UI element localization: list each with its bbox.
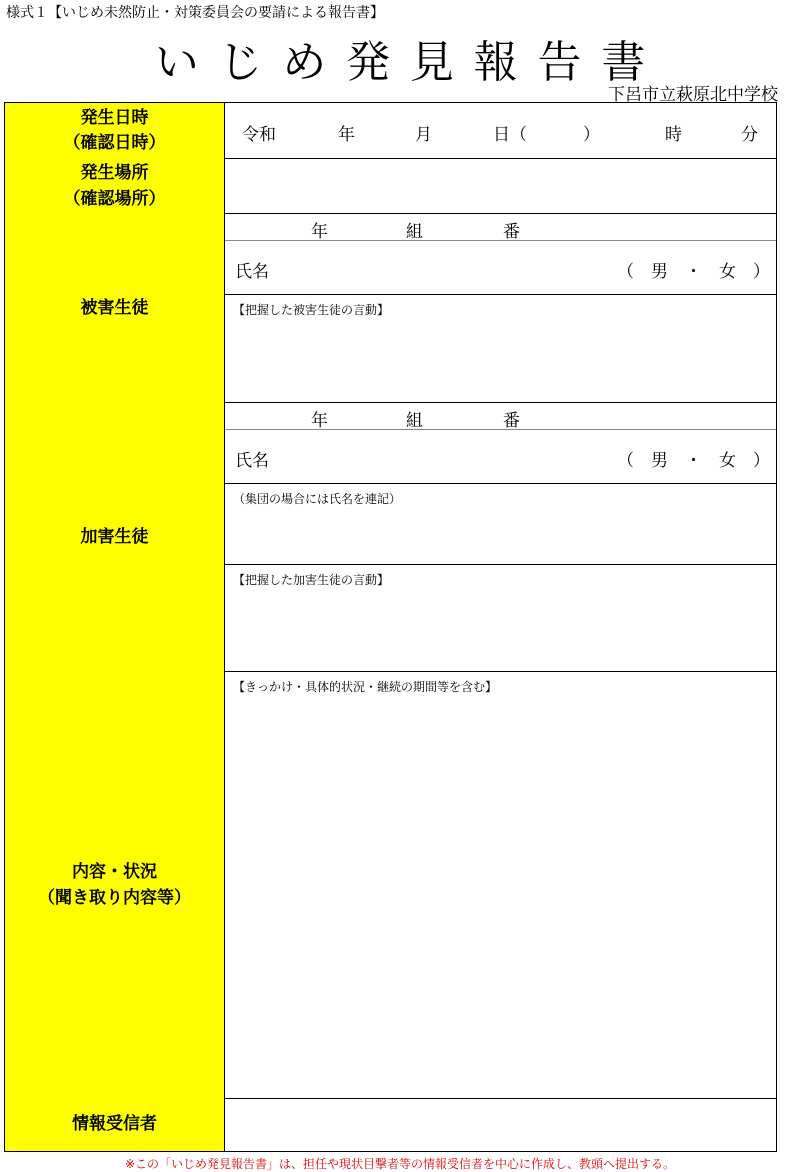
minute-label: 分 xyxy=(741,125,758,145)
aggressor-number-label: 番 xyxy=(503,411,520,431)
receiver-label-text: 情報受信者 xyxy=(72,1114,157,1135)
aggressor-statement-note: 【把握した加害生徒の言動】 xyxy=(233,573,390,587)
victim-statement-field[interactable] xyxy=(225,295,776,403)
aggressor-statement-field[interactable] xyxy=(225,565,776,672)
aggressor-class-field[interactable] xyxy=(225,403,776,430)
victim-number-label: 番 xyxy=(503,222,520,242)
era-label: 令和 xyxy=(242,125,276,145)
report-form xyxy=(4,102,777,1152)
receiver-field[interactable] xyxy=(225,1099,776,1151)
aggressor-name-field[interactable] xyxy=(225,430,776,484)
receiver-label xyxy=(5,1099,225,1151)
occurred-place-field[interactable] xyxy=(225,159,776,214)
occurred-place-label-line2: （確認場所） xyxy=(63,188,166,209)
victim-class-label: 組 xyxy=(406,222,423,242)
details-field[interactable] xyxy=(225,672,776,1099)
year-label: 年 xyxy=(338,125,355,145)
day-label: 日（ xyxy=(493,125,527,145)
page-title: いじめ発見報告書 xyxy=(154,37,666,88)
victim-class-field[interactable] xyxy=(225,214,776,241)
details-label-line2: （聞き取り内容等） xyxy=(38,887,191,908)
details-note: 【きっかけ・具体的状況・継続の期間等を含む】 xyxy=(233,680,498,694)
school-name: 下呂市立萩原北中学校 xyxy=(608,85,778,105)
occurred-datetime-label-line1: 発生日時 xyxy=(80,107,149,128)
victim-statement-note: 【把握した被害生徒の言動】 xyxy=(233,303,390,317)
victim-year-label: 年 xyxy=(311,222,328,242)
aggressor-gender-choice[interactable]: （ 男 ・ 女 ） xyxy=(617,451,770,471)
victim-gender-choice[interactable]: （ 男 ・ 女 ） xyxy=(617,262,770,282)
occurred-place-label-line1: 発生場所 xyxy=(80,163,149,183)
occurred-datetime-label xyxy=(5,103,225,160)
details-label xyxy=(5,672,225,1100)
aggressor-group-field[interactable] xyxy=(225,484,776,565)
aggressor-name-label: 氏名 xyxy=(235,451,269,471)
aggressor-label xyxy=(5,403,225,673)
occurred-place-label xyxy=(5,159,225,215)
aggressor-group-note: （集団の場合には氏名を連記） xyxy=(233,492,402,506)
weekday-close-paren: ） xyxy=(583,125,600,145)
form-number: 様式１【いじめ未然防止・対策委員会の要請による報告書】 xyxy=(6,5,384,21)
hour-label: 時 xyxy=(665,125,682,145)
victim-name-field[interactable] xyxy=(225,241,776,295)
footer-note: ※この「いじめ発見報告書」は、担任や現状目撃者等の情報受信者を中心に作成し、教頭へ提出する。 xyxy=(124,1157,676,1171)
occurred-datetime-field[interactable] xyxy=(225,103,776,159)
victim-label xyxy=(5,214,225,404)
occurred-datetime-label-line2: （確認日時） xyxy=(63,133,166,153)
details-label-line1: 内容・状況 xyxy=(72,862,157,882)
aggressor-year-label: 年 xyxy=(311,411,328,431)
aggressor-class-label: 組 xyxy=(406,411,423,431)
victim-label-text: 被害生徒 xyxy=(80,297,149,318)
month-label: 月 xyxy=(415,125,432,145)
aggressor-label-text: 加害生徒 xyxy=(80,526,149,547)
victim-name-label: 氏名 xyxy=(235,262,269,282)
